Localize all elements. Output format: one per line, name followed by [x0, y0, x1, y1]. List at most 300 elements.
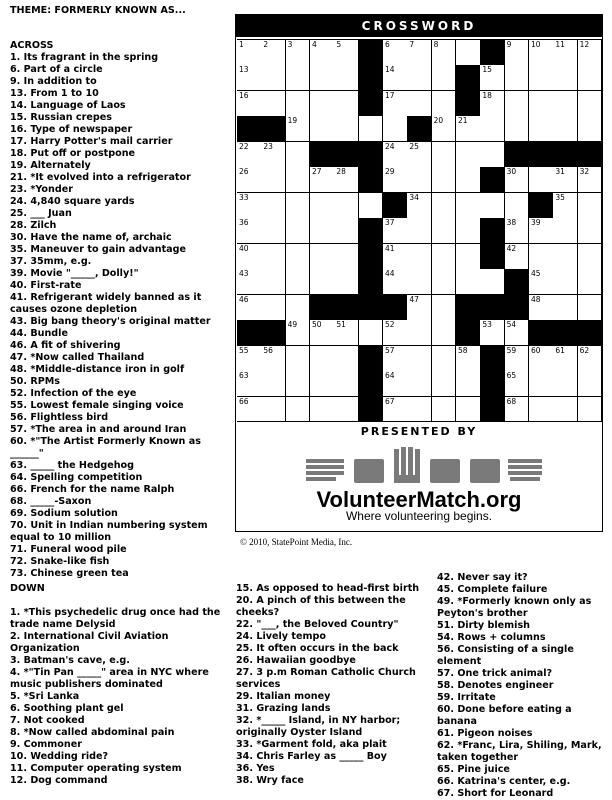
grid-cell[interactable] — [432, 269, 457, 295]
grid-cell[interactable] — [578, 167, 603, 193]
grid-block — [505, 295, 530, 321]
grid-cell[interactable] — [432, 295, 457, 321]
grid-cell[interactable] — [432, 65, 457, 91]
grid-cell[interactable] — [529, 218, 554, 244]
grid-cell[interactable] — [432, 244, 457, 270]
clue-item: 38. Wry face — [236, 775, 304, 786]
clue-item: 12. Dog command — [10, 775, 108, 786]
grid-block — [237, 320, 262, 346]
grid-cell[interactable] — [553, 40, 578, 66]
grid-cell[interactable] — [383, 397, 408, 423]
grid-cell[interactable] — [286, 193, 311, 219]
grid-cell[interactable] — [480, 142, 505, 168]
grid-cell[interactable] — [529, 40, 554, 66]
grid-cell[interactable] — [407, 142, 432, 168]
grid-cell[interactable] — [529, 91, 554, 117]
grid-cell[interactable] — [505, 116, 530, 142]
grid-cell[interactable] — [456, 371, 481, 397]
grid-cell[interactable] — [334, 116, 359, 142]
clue-item: 69. Sodium solution — [10, 508, 118, 519]
grid-cell[interactable] — [310, 167, 335, 193]
grid-cell[interactable] — [334, 397, 359, 423]
grid-cell[interactable] — [480, 193, 505, 219]
grid-cell[interactable] — [407, 244, 432, 270]
clue-number: 55 — [239, 345, 249, 355]
grid-block — [529, 193, 554, 219]
grid-cell[interactable] — [578, 218, 603, 244]
clue-item: 43. Big bang theory's original matter — [10, 316, 211, 327]
clue-item: 33. *Garment fold, aka plait — [236, 739, 387, 750]
grid-cell[interactable] — [578, 65, 603, 91]
grid-cell[interactable] — [286, 116, 311, 142]
grid-cell[interactable] — [334, 167, 359, 193]
grid-block — [480, 346, 505, 372]
clue-item: 3. Batman's cave, e.g. — [10, 655, 130, 666]
clue-number: 35 — [555, 192, 565, 202]
grid-block — [359, 142, 384, 168]
grid-cell[interactable] — [334, 218, 359, 244]
clue-item: 15. Russian crepes — [10, 112, 112, 123]
clue-item: 29. Italian money — [236, 691, 331, 702]
grid-cell[interactable] — [407, 218, 432, 244]
grid-cell[interactable] — [553, 65, 578, 91]
grid-cell[interactable] — [237, 142, 262, 168]
grid-cell[interactable] — [529, 371, 554, 397]
grid-cell[interactable] — [310, 193, 335, 219]
grid-block — [578, 320, 603, 346]
grid-cell[interactable] — [529, 346, 554, 372]
clue-item: 20. A pinch of this between the cheeks? — [236, 595, 406, 618]
grid-block — [359, 397, 384, 423]
grid-cell[interactable] — [407, 193, 432, 219]
grid-cell[interactable] — [480, 320, 505, 346]
clue-item: 24. Lively tempo — [236, 631, 326, 642]
clue-number: 5 — [336, 40, 342, 49]
grid-cell[interactable] — [286, 371, 311, 397]
grid-block — [407, 116, 432, 142]
grid-cell[interactable] — [432, 116, 457, 142]
grid-cell[interactable] — [359, 320, 384, 346]
grid-block — [359, 167, 384, 193]
grid-cell[interactable] — [261, 244, 286, 270]
clue-item: 25. ___ Juan — [10, 208, 72, 219]
grid-cell[interactable] — [237, 269, 262, 295]
clue-item: 34. Chris Farley as _____ Boy — [236, 751, 387, 762]
grid-cell[interactable] — [456, 346, 481, 372]
grid-cell[interactable] — [407, 320, 432, 346]
grid-cell[interactable] — [553, 193, 578, 219]
clue-number: 27 — [312, 167, 322, 177]
down-header: DOWN — [10, 583, 45, 594]
grid-cell[interactable] — [286, 295, 311, 321]
crossword-panel — [235, 14, 603, 532]
grid-cell[interactable] — [261, 142, 286, 168]
clue-item: 18. Put off or postpone — [10, 148, 136, 159]
clue-number: 59 — [506, 345, 517, 355]
grid-cell[interactable] — [553, 346, 578, 372]
grid-cell[interactable] — [407, 65, 432, 91]
clue-item: 56. Consisting of a single element — [437, 644, 574, 667]
grid-cell[interactable] — [432, 397, 457, 423]
grid-cell[interactable] — [529, 65, 554, 91]
grid-cell[interactable] — [578, 295, 603, 321]
grid-cell[interactable] — [432, 142, 457, 168]
grid-cell[interactable] — [310, 269, 335, 295]
clue-number: 54 — [506, 320, 517, 330]
grid-cell[interactable] — [261, 269, 286, 295]
grid-cell[interactable] — [553, 371, 578, 397]
grid-cell[interactable] — [286, 269, 311, 295]
clue-item: 61. Pigeon noises — [437, 728, 533, 739]
clue-item: 70. Unit in Indian numbering system equal to 10 million — [10, 520, 208, 543]
clue-item: 55. Lowest female singing voice — [10, 400, 184, 411]
clue-number: 18 — [482, 90, 492, 100]
grid-cell[interactable] — [480, 91, 505, 117]
clue-number: 56 — [263, 345, 273, 355]
grid-cell[interactable] — [505, 65, 530, 91]
grid-cell[interactable] — [310, 320, 335, 346]
clue-number: 19 — [287, 116, 298, 126]
grid-cell[interactable] — [505, 193, 530, 219]
grid-cell[interactable] — [286, 320, 311, 346]
clue-item: 2. International Civil Aviation Organization — [10, 631, 169, 654]
grid-cell[interactable] — [407, 91, 432, 117]
grid-cell[interactable] — [237, 244, 262, 270]
clue-item: 39. Movie "_____, Dolly!" — [10, 268, 139, 279]
grid-block — [310, 295, 335, 321]
grid-block — [553, 320, 578, 346]
grid-cell[interactable] — [237, 91, 262, 117]
clue-item: 23. *Yonder — [10, 184, 73, 195]
grid-cell[interactable] — [407, 397, 432, 423]
clue-number: 23 — [263, 141, 273, 151]
grid-block — [359, 295, 384, 321]
grid-cell[interactable] — [286, 244, 311, 270]
grid-cell[interactable] — [529, 397, 554, 423]
grid-cell[interactable] — [261, 346, 286, 372]
clue-number: 64 — [385, 371, 395, 381]
clue-item: 48. *Middle-distance iron in golf — [10, 364, 185, 375]
grid-cell[interactable] — [383, 40, 408, 66]
grid-cell[interactable] — [286, 40, 311, 66]
clue-number: 24 — [385, 141, 395, 151]
grid-block — [359, 218, 384, 244]
grid-cell[interactable] — [237, 371, 262, 397]
grid-cell[interactable] — [310, 116, 335, 142]
clue-item: 73. Chinese green tea — [10, 568, 129, 579]
grid-cell[interactable] — [383, 116, 408, 142]
clue-item: 72. Snake-like fish — [10, 556, 110, 567]
grid-cell[interactable] — [578, 244, 603, 270]
grid-cell[interactable] — [310, 218, 335, 244]
grid-cell[interactable] — [456, 218, 481, 244]
grid-cell[interactable] — [505, 397, 530, 423]
clue-number: 53 — [482, 320, 492, 330]
grid-cell[interactable] — [310, 40, 335, 66]
down-clues-col1 — [10, 583, 232, 787]
clue-item: 49. *Formerly known only as Peyton's brother — [437, 596, 592, 619]
clue-number: 7 — [409, 40, 415, 49]
grid-cell[interactable] — [334, 91, 359, 117]
grid-cell[interactable] — [553, 397, 578, 423]
grid-cell[interactable] — [456, 193, 481, 219]
grid-cell[interactable] — [505, 320, 530, 346]
grid-cell[interactable] — [553, 269, 578, 295]
grid-cell[interactable] — [432, 346, 457, 372]
grid-cell[interactable] — [286, 91, 311, 117]
clue-item: 66. French for the name Ralph — [10, 484, 175, 495]
grid-block — [480, 295, 505, 321]
grid-cell[interactable] — [529, 167, 554, 193]
grid-cell[interactable] — [407, 295, 432, 321]
grid-cell[interactable] — [432, 193, 457, 219]
clue-item: 45. Complete failure — [437, 584, 548, 595]
grid-cell[interactable] — [553, 91, 578, 117]
clue-number: 60 — [531, 345, 541, 355]
clue-item: 17. Harry Potter's mail carrier — [10, 136, 173, 147]
clue-item: 21. *It evolved into a refrigerator — [10, 172, 191, 183]
clue-item: 15. As opposed to head-first birth — [236, 583, 420, 594]
grid-cell[interactable] — [456, 244, 481, 270]
grid-cell[interactable] — [310, 371, 335, 397]
grid-cell[interactable] — [383, 269, 408, 295]
grid-cell[interactable] — [383, 218, 408, 244]
grid-block — [237, 116, 262, 142]
crossword-grid[interactable] — [237, 39, 602, 422]
grid-cell[interactable] — [529, 116, 554, 142]
grid-cell[interactable] — [456, 40, 481, 66]
grid-cell[interactable] — [505, 346, 530, 372]
grid-cell[interactable] — [432, 371, 457, 397]
grid-cell[interactable] — [310, 244, 335, 270]
grid-cell[interactable] — [334, 346, 359, 372]
clue-item: 63. _____ the Hedgehog — [10, 460, 134, 471]
grid-cell[interactable] — [578, 397, 603, 423]
grid-cell[interactable] — [237, 218, 262, 244]
grid-cell[interactable] — [334, 371, 359, 397]
clue-number: 38 — [506, 218, 517, 228]
grid-cell[interactable] — [383, 320, 408, 346]
across-list — [10, 52, 232, 580]
clue-item: 25. It often occurs in the back — [236, 643, 399, 654]
clue-number: 49 — [287, 320, 298, 330]
grid-cell[interactable] — [383, 244, 408, 270]
grid-cell[interactable] — [407, 40, 432, 66]
clue-number: 39 — [531, 218, 541, 228]
clue-number: 13 — [239, 65, 249, 75]
grid-cell[interactable] — [432, 218, 457, 244]
grid-cell[interactable] — [383, 167, 408, 193]
clue-number: 57 — [385, 345, 395, 355]
grid-cell[interactable] — [553, 244, 578, 270]
clue-item: 19. Alternately — [10, 160, 91, 171]
grid-cell[interactable] — [505, 244, 530, 270]
clue-number: 1 — [239, 40, 244, 49]
grid-cell[interactable] — [578, 346, 603, 372]
grid-cell[interactable] — [261, 397, 286, 423]
grid-cell[interactable] — [383, 65, 408, 91]
grid-cell[interactable] — [407, 167, 432, 193]
grid-cell[interactable] — [286, 65, 311, 91]
grid-cell[interactable] — [432, 91, 457, 117]
grid-cell[interactable] — [529, 244, 554, 270]
grid-cell[interactable] — [480, 116, 505, 142]
grid-cell[interactable] — [456, 269, 481, 295]
clue-item: 52. Infection of the eye — [10, 388, 137, 399]
clue-item: 50. RPMs — [10, 376, 61, 387]
grid-cell[interactable] — [261, 40, 286, 66]
grid-block — [480, 218, 505, 244]
grid-cell[interactable] — [237, 167, 262, 193]
grid-cell[interactable] — [407, 371, 432, 397]
grid-cell[interactable] — [310, 65, 335, 91]
grid-block — [359, 40, 384, 66]
grid-cell[interactable] — [237, 193, 262, 219]
grid-cell[interactable] — [480, 65, 505, 91]
grid-cell[interactable] — [359, 116, 384, 142]
grid-block — [359, 65, 384, 91]
grid-cell[interactable] — [334, 65, 359, 91]
grid-cell[interactable] — [456, 167, 481, 193]
clue-item: 56. Flightless bird — [10, 412, 109, 423]
grid-cell[interactable] — [505, 167, 530, 193]
grid-cell[interactable] — [359, 193, 384, 219]
grid-cell[interactable] — [383, 371, 408, 397]
grid-cell[interactable] — [578, 193, 603, 219]
grid-cell[interactable] — [578, 91, 603, 117]
grid-block — [578, 142, 603, 168]
grid-cell[interactable] — [261, 218, 286, 244]
clue-number: 21 — [458, 116, 468, 126]
clue-number: 29 — [385, 167, 395, 177]
grid-cell[interactable] — [383, 142, 408, 168]
clue-item: 65. Pine juice — [437, 764, 510, 775]
grid-cell[interactable] — [261, 91, 286, 117]
grid-cell[interactable] — [286, 142, 311, 168]
grid-cell[interactable] — [334, 244, 359, 270]
clue-number: 25 — [409, 141, 419, 151]
grid-block — [359, 91, 384, 117]
grid-cell[interactable] — [261, 65, 286, 91]
grid-cell[interactable] — [261, 167, 286, 193]
grid-cell[interactable] — [310, 91, 335, 117]
grid-cell[interactable] — [334, 320, 359, 346]
down-list-2 — [236, 583, 436, 787]
grid-cell[interactable] — [286, 218, 311, 244]
grid-cell[interactable] — [529, 269, 554, 295]
grid-cell[interactable] — [237, 295, 262, 321]
clue-item: 32. *_____ Island, in NY harbor; originally Oyster Island — [236, 715, 401, 738]
clue-number: 10 — [531, 40, 541, 49]
grid-cell[interactable] — [432, 167, 457, 193]
grid-cell[interactable] — [505, 40, 530, 66]
clue-item: 9. In addition to — [10, 76, 97, 87]
grid-cell[interactable] — [505, 218, 530, 244]
clue-number: 41 — [385, 243, 395, 253]
grid-cell[interactable] — [383, 346, 408, 372]
clue-number: 66 — [239, 396, 249, 406]
clue-item: 57. *The area in and around Iran — [10, 424, 187, 435]
grid-cell[interactable] — [505, 371, 530, 397]
clue-item: 1. Its fragrant in the spring — [10, 52, 159, 63]
grid-cell[interactable] — [286, 346, 311, 372]
grid-cell[interactable] — [237, 40, 262, 66]
grid-cell[interactable] — [553, 295, 578, 321]
grid-cell[interactable] — [432, 320, 457, 346]
grid-cell[interactable] — [310, 346, 335, 372]
clue-item: 7. Not cooked — [10, 715, 85, 726]
grid-cell[interactable] — [480, 269, 505, 295]
grid-cell[interactable] — [578, 116, 603, 142]
grid-cell[interactable] — [237, 397, 262, 423]
grid-cell[interactable] — [261, 193, 286, 219]
grid-cell[interactable] — [286, 397, 311, 423]
clue-number: 3 — [287, 40, 293, 49]
clue-item: 60. *"The Artist Formerly Known as ______" — [10, 436, 201, 459]
grid-block — [456, 65, 481, 91]
clue-number: 43 — [239, 269, 249, 279]
grid-cell[interactable] — [505, 91, 530, 117]
grid-cell[interactable] — [529, 295, 554, 321]
grid-cell[interactable] — [407, 269, 432, 295]
grid-block — [456, 320, 481, 346]
clue-item: 62. *Franc, Lira, Shiling, Mark, taken together — [437, 740, 602, 763]
clue-item: 13. From 1 to 10 — [10, 88, 99, 99]
clue-number: 22 — [239, 141, 249, 151]
clue-number: 63 — [239, 371, 249, 381]
clue-number: 17 — [385, 90, 395, 100]
grid-cell[interactable] — [237, 65, 262, 91]
grid-cell[interactable] — [553, 116, 578, 142]
grid-cell[interactable] — [432, 40, 457, 66]
grid-cell[interactable] — [553, 167, 578, 193]
clue-item: 42. Never say it? — [437, 572, 528, 583]
clue-item: 54. Rows + columns — [437, 632, 546, 643]
grid-cell[interactable] — [334, 193, 359, 219]
grid-cell[interactable] — [407, 346, 432, 372]
clue-number: 36 — [239, 218, 249, 228]
clue-item: 1. *This psychedelic drug once had the trade name Delysid — [10, 607, 221, 630]
grid-cell[interactable] — [334, 269, 359, 295]
clue-number: 26 — [239, 167, 249, 177]
grid-cell[interactable] — [261, 295, 286, 321]
grid-cell[interactable] — [456, 142, 481, 168]
grid-cell[interactable] — [383, 91, 408, 117]
grid-cell[interactable] — [456, 397, 481, 423]
clue-number: 61 — [555, 345, 565, 355]
clue-number: 15 — [482, 65, 492, 75]
grid-cell[interactable] — [553, 218, 578, 244]
grid-cell[interactable] — [237, 346, 262, 372]
clue-item: 58. Denotes engineer — [437, 680, 554, 691]
clue-number: 14 — [385, 65, 395, 75]
grid-block — [359, 371, 384, 397]
grid-cell[interactable] — [286, 167, 311, 193]
grid-cell[interactable] — [261, 371, 286, 397]
grid-cell[interactable] — [578, 269, 603, 295]
grid-cell[interactable] — [578, 371, 603, 397]
grid-cell[interactable] — [578, 40, 603, 66]
sponsor-tagline: Where volunteering begins. — [345, 509, 493, 523]
grid-cell[interactable] — [310, 397, 335, 423]
grid-block — [480, 397, 505, 423]
clue-item: 41. Refrigerant widely banned as it causes ozone depletion — [10, 292, 202, 315]
grid-block — [456, 91, 481, 117]
grid-cell[interactable] — [456, 116, 481, 142]
clue-item: 16. Type of newspaper — [10, 124, 133, 135]
clue-number: 4 — [312, 40, 317, 49]
grid-cell[interactable] — [334, 40, 359, 66]
